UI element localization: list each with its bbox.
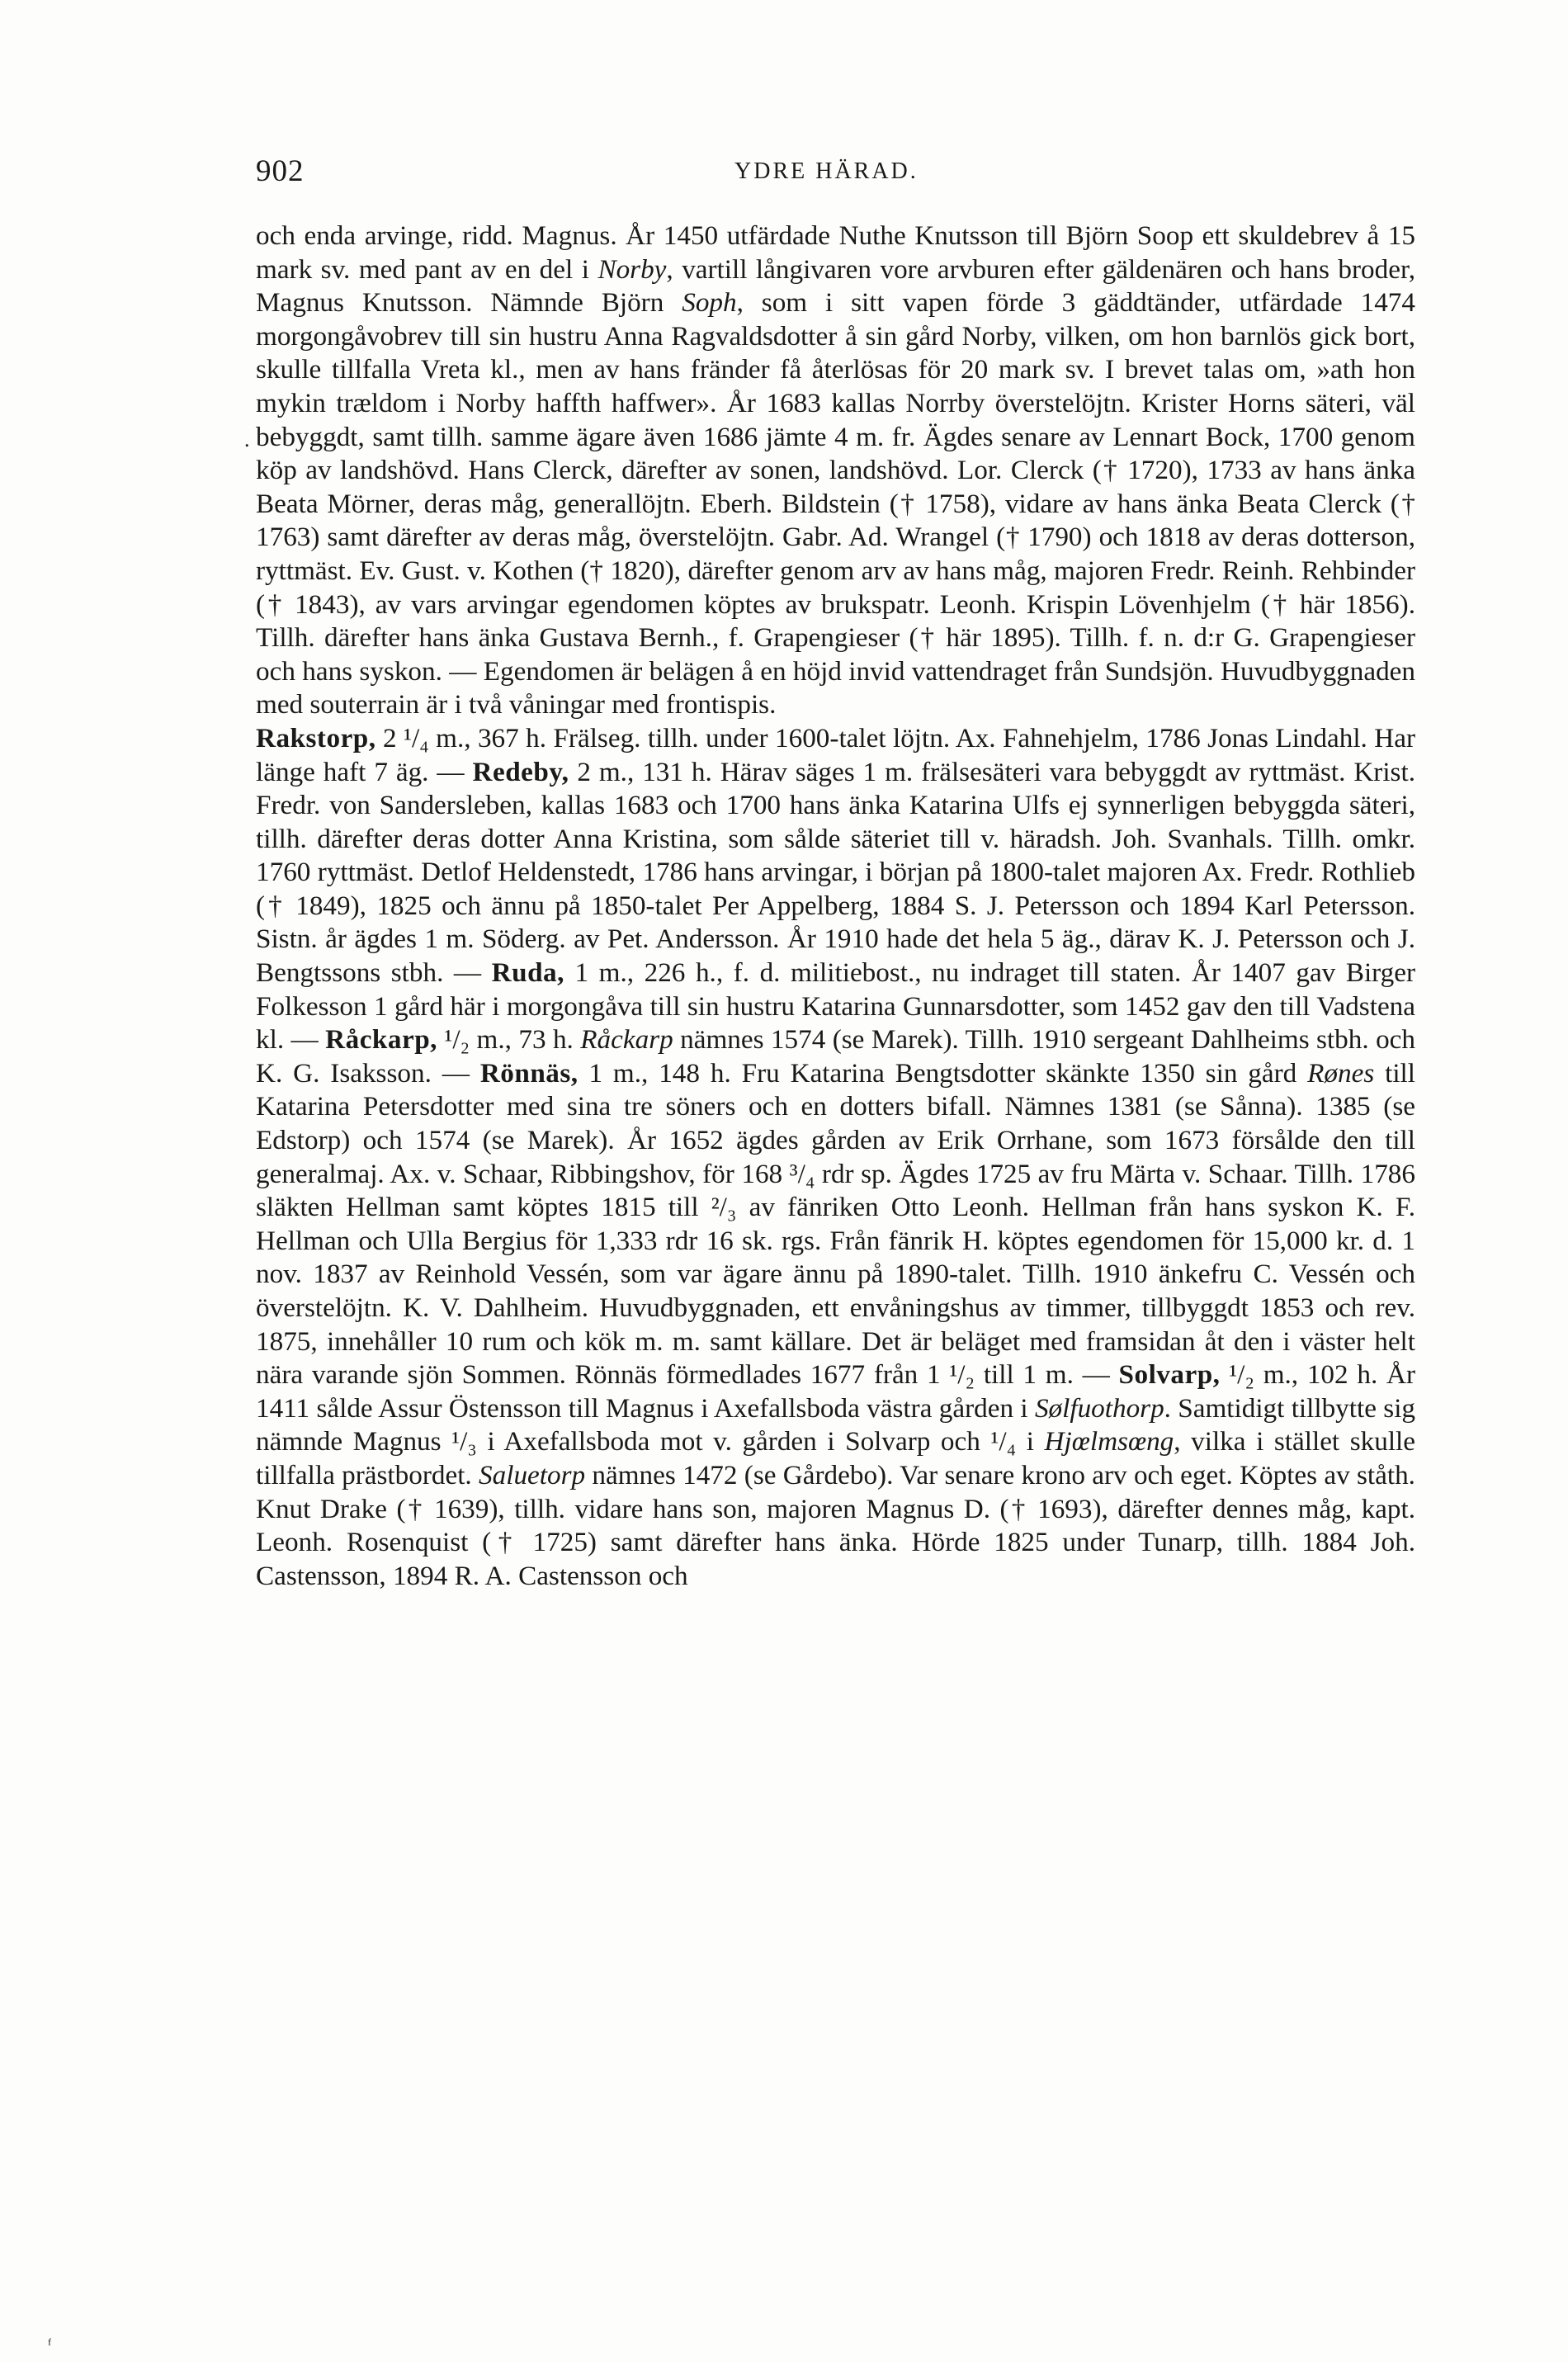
historical-name: Norby	[597, 253, 667, 285]
place-name: Ruda,	[491, 957, 564, 989]
corner-mark: ᶠ	[48, 2336, 52, 2354]
place-name: Redeby,	[472, 756, 569, 787]
text-run: 1 m., 226 h., f. d. militiebost., nu indraget till staten. År 1407 gav Birger Folkesson 1 gård här i morgongåva till sin hustru Katarina Gunnarsdotter, som 1452 gav den till Vadstena kl. —	[256, 957, 1416, 1056]
place-name: Solvarp,	[1118, 1359, 1221, 1391]
text-run: , vartill långivaren vore arvburen efter gäldenären och hans broder, Magnus Knutsson. Nämnde Björn	[256, 253, 1415, 319]
text-run: . Samtidigt tillbytte sig nämnde Magnus ¹/₃ i Axefallsboda mot v. gården i Solvarp och ¹/₄ i	[256, 1392, 1416, 1457]
place-name: Rönnäs,	[479, 1057, 579, 1089]
historical-name: Sølfuothorp	[1034, 1392, 1164, 1424]
place-name: Råckarp,	[325, 1024, 437, 1056]
historical-name: Rønes	[1307, 1057, 1375, 1089]
text-run: ¹/₂ m., 102 h. År 1411 sålde Assur Östensson till Magnus i Axefallsboda västra gården i	[256, 1359, 1415, 1424]
text-run: 2 m., 131 h. Härav säges 1 m. frälsesäteri vara bebyggdt av ryttmäst. Krist. Fredr. von Sandersleben, kallas 1683 och 1700 hans änka Katarina Ulfs ej synnerligen bebyggda säteri, tillh. därefter deras dotter Anna Kristina, som sålde säteriet till v. häradsh. Joh. Svanhals. Tillh. omkr. 1760 ryttmäst. Detlof Heldenstedt, 1786 hans arvingar, i början på 1800-talet majoren Ax. Fredr. Rothlieb († 1849), 1825 och ännu på 1850-talet Per Appelberg, 1884 S. J. Petersson och 1894 Karl Petersson. Sistn. år ägdes 1 m. Söderg. av Pet. Andersson. År 1910 hade det hela 5 äg., därav K. J. Petersson och J. Bengtssons stbh. —	[256, 756, 1415, 989]
text-run: 2 ¹/₄ m., 367 h. Frälseg. tillh. under 1600-talet löjtn. Ax. Fahnehjelm, 1786 Jonas Lindahl. Har länge haft 7 äg. —	[256, 722, 1415, 787]
text-run: och enda arvinge, ridd. Magnus. År 1450 utfärdade Nuthe Knutsson till Björn Soop ett skuldebrev å 15 mark sv. med pant av en del i	[256, 220, 1415, 285]
text-run: ¹/₂ m., 73 h.	[437, 1024, 581, 1056]
body-text	[256, 220, 1415, 1593]
text-run: till Katarina Petersdotter med sina tre söners och en dotters bifall. Nämnes 1381 (se Sånna). 1385 (se Edstorp) och 1574 (se Marek). År 1652 ägdes gården av Erik Orrhane, som 1673 försålde den till generalmaj. Ax. v. Schaar, Ribbingshov, för 168 ³/₄ rdr sp. Ägdes 1725 av fru Märta v. Schaar. Tillh. 1786 släkten Hellman samt köptes 1815 till ²/₃ av fänriken Otto Leonh. Hellman från hans syskon K. F. Hellman och Ulla Bergius för 1,333 rdr 16 sk. rgs. Från fänrik H. köptes egendomen för 15,000 kr. d. 1 nov. 1837 av Reinhold Vessén, som var ägare ännu på 1890-talet. Tillh. 1910 änkefru C. Vessén och överstelöjtn. K. V. Dahlheim. Huvudbyggnaden, ett envåningshus av timmer, tillbyggdt 1853 och rev. 1875, innehåller 10 rum och kök m. m. samt källare. Det är beläget med framsidan åt den i väster helt nära varande sjön Sommen. Rönnäs förmedlades 1677 från 1 ¹/₂ till 1 m. —	[256, 1057, 1415, 1391]
paragraph	[256, 722, 1415, 1593]
text-run: 1 m., 148 h. Fru Katarina Bengtsdotter skänkte 1350 sin gård	[578, 1057, 1308, 1089]
historical-name: Hjœlmsœng	[1044, 1426, 1174, 1457]
text-run: , vilka i stället skulle tillfalla prästbordet.	[256, 1426, 1415, 1490]
paragraph	[256, 220, 1415, 722]
place-name: Rakstorp,	[256, 722, 376, 753]
margin-mark: .	[244, 428, 250, 451]
text-run: nämnes 1574 (se Marek). Tillh. 1910 sergeant Dahlheims stbh. och K. G. Isaksson. —	[256, 1024, 1415, 1089]
page-number: 902	[256, 154, 305, 188]
text-run: nämnes 1472 (se Gårdebo). Var senare krono arv och eget. Köptes av ståth. Knut Drake († 1639), tillh. vidare hans son, majoren Magnus D. († 1693), därefter dennes måg, kapt. Leonh. Rosenquist († 1725) samt därefter hans änka. Hörde 1825 under Tunarp, tillh. 1884 Joh. Castensson, 1894 R. A. Castensson och	[256, 1459, 1415, 1591]
page-header	[256, 154, 1415, 195]
running-head: YDRE HÄRAD.	[734, 158, 919, 184]
historical-name: Soph	[682, 287, 737, 319]
historical-name: Saluetorp	[479, 1459, 586, 1490]
text-run: , som i sitt vapen förde 3 gäddtänder, utfärdade 1474 morgongåvobrev till sin hustru Anna Ragvaldsdotter å sin gård Norby, vilken, om hon barnlös gick bort, skulle tillfalla Vreta kl., men av hans fränder få återlösas för 20 mark sv. I brevet talas om, »ath hon mykin trældom i Norby haffth haffwer». År 1683 kallas Norrby överstelöjtn. Krister Horns säteri, väl bebyggdt, samt tillh. samme ägare även 1686 jämte 4 m. fr. Ägdes senare av Lennart Bock, 1700 genom köp av landshövd. Hans Clerck, därefter av sonen, landshövd. Lor. Clerck († 1720), 1733 av hans änka Beata Mörner, deras måg, generallöjtn. Eberh. Bildstein († 1758), vidare av hans änka Beata Clerck († 1763) samt därefter av deras måg, överstelöjtn. Gabr. Ad. Wrangel († 1790) och 1818 av deras dotterson, ryttmäst. Ev. Gust. v. Kothen († 1820), därefter genom arv av hans måg, majoren Fredr. Reinh. Rehbinder († 1843), av vars arvingar egendomen köptes av brukspatr. Leonh. Krispin Lövenhjelm († här 1856). Tillh. därefter hans änka Gustava Bernh., f. Grapengieser († här 1895). Tillh. f. n. d:r G. Grapengieser och hans syskon. — Egendomen är belägen å en höjd invid vattendraget från Sundsjön. Huvudbyggnaden med souterrain är i två våningar med frontispis.	[256, 287, 1415, 720]
historical-name: Råckarp	[580, 1024, 673, 1056]
